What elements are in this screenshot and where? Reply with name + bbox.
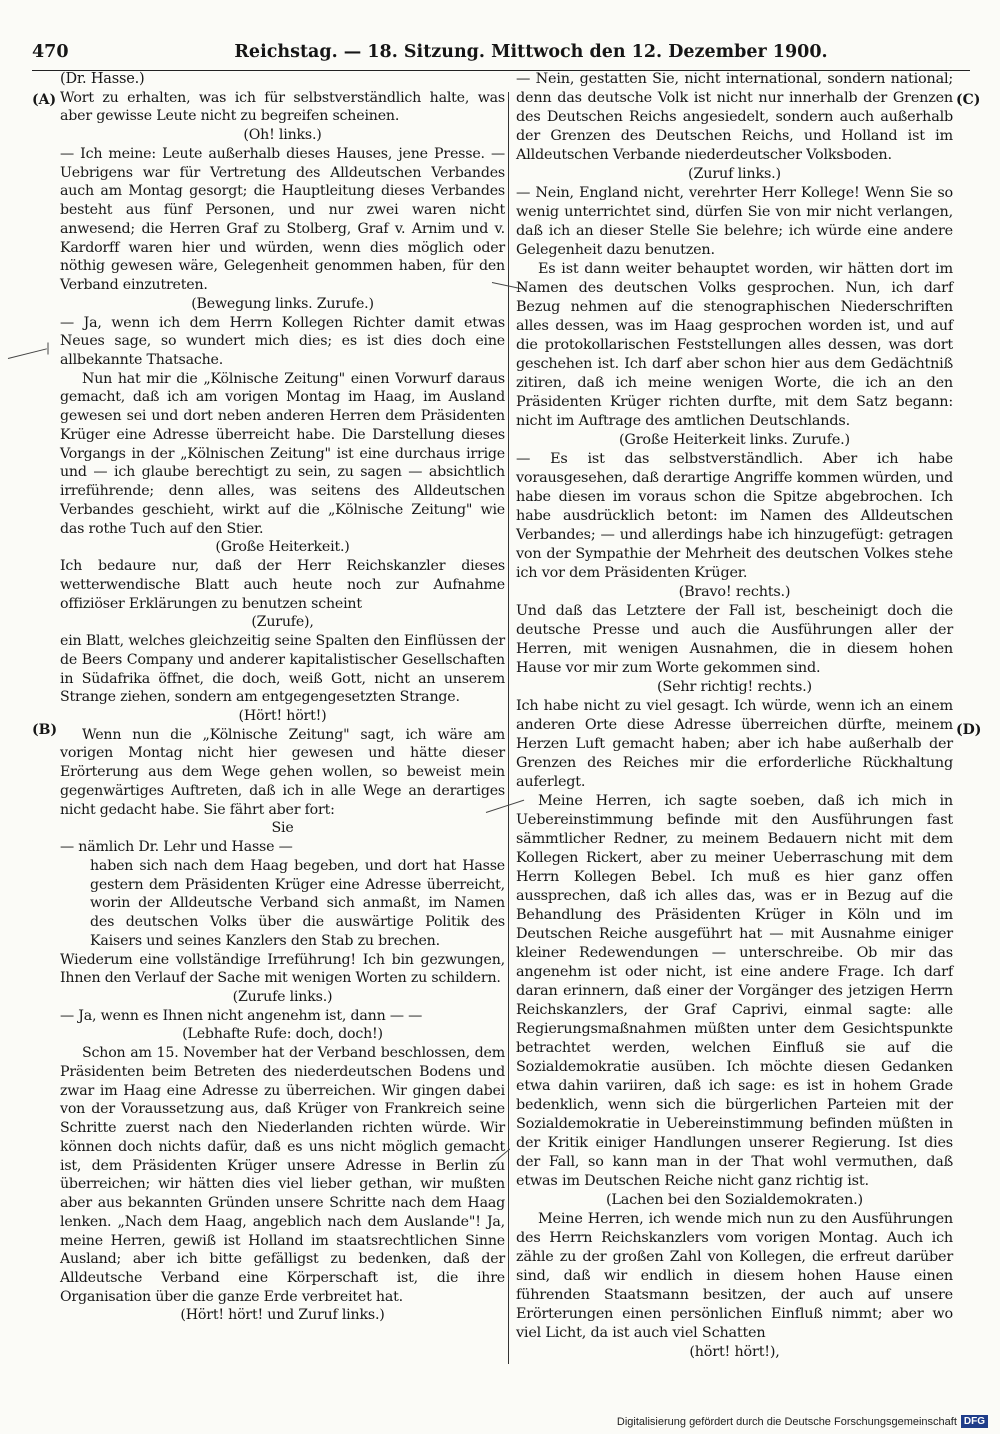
paragraph: — Nein, England nicht, verehrter Herr Kollege! Wenn Sie so wenig unterrichtet sind, dürfen Sie von mir nicht verlangen, daß ich an dieser Stelle Sie belehre; ich würde eine andere Gelegenheit dazu benutzen. bbox=[516, 185, 953, 258]
digitization-credit bbox=[617, 1415, 988, 1428]
running-title: Reichstag. — 18. Sitzung. Mittwoch den 12. Dezember 1900. bbox=[234, 42, 828, 62]
paragraph: Wiederum eine vollständige Irreführung! Ich bin gezwungen, Ihnen den Verlauf der Sache mit wenigen Worten zu schildern. bbox=[60, 951, 505, 987]
margin-mark-c: (C) bbox=[956, 92, 981, 108]
block-quote: haben sich nach dem Haag begeben, und dort hat Hasse gestern dem Präsidenten Krüger eine Adresse überreicht, worin der Alldeutsche Verband sich anmaßt, im Namen des deutschen Volks über die auswärtige Politik des Kaisers und seines Kanzlers den Stab zu brechen. bbox=[90, 857, 505, 949]
interjection: Sie bbox=[271, 820, 294, 837]
page-header bbox=[32, 42, 970, 70]
interjection: (Lachen bei den Sozialdemokraten.) bbox=[606, 1192, 863, 1208]
paragraph: — nämlich Dr. Lehr und Hasse — bbox=[60, 839, 293, 856]
paragraph: Meine Herren, ich sagte soeben, daß ich mich in Uebereinstimmung befinde mit den Ausführungen fast sämmtlicher Redner, zu meinem Bedauern nicht mit dem Kollegen Rickert, aber zu meiner Ueberraschung mit dem Herrn Kollegen Bebel. Ich muß es hier ganz offen aussprechen, daß ich alles das, was er in Bezug auf die Behandlung des Präsidenten Krüger in Köln und im Deutschen Reiche ausgeführt hat — mit Ausnahme einiger kleiner Redewendungen — unterschreibe. Ob mir das angenehm ist oder nicht, ist eine andere Frage. Ich darf daran erinnern, daß einer der Vorgänger des jetzigen Herrn Reichskanzlers, der Graf Caprivi, einmal sagte: alle Regierungsmaßnahmen müßten unter dem Gesichtspunkte betrachtet werden, welchen Einfluß sie auf die Sozialdemokratie ausüben. Ich möchte diesen Gedanken etwa dahin variiren, daß ich sage: es ist in hohem Grade bedenklich, wenn sich die bürgerlichen Parteien mit der Sozialdemokratie in Uebereinstimmung befinden müßten in der Kritik einiger Handlungen unserer Regierung. Ist dies der Fall, so kann man in der That wohl vermuthen, daß etwas im Deutschen Reiche nicht ganz richtig ist. bbox=[516, 793, 953, 1189]
margin-mark-b: (B) bbox=[32, 722, 58, 738]
column-divider bbox=[508, 92, 509, 1364]
interjection: (Sehr richtig! rechts.) bbox=[657, 679, 812, 695]
paragraph: Schon am 15. November hat der Verband beschlossen, dem Präsidenten beim Betreten des niederdeutschen Bodens und zwar im Haag eine Adresse zu überreichen. Wir gingen dabei von der Voraussetzung aus, daß Krüger von Frankreich seine Schritte zuerst nach den Niederlanden richten würde. Wir können doch nichts dafür, daß es uns nicht möglich gemacht ist, dem Präsidenten Krüger unsere Adresse in Berlin zu überreichen; wir hätten dies viel lieber gethan, wir mußten aber aus bekannten Gründen unsere Schritte nach dem Haag lenken. „Nach dem Haag, angeblich nach dem Auslande"! Ja, meine Herren, gewiß ist Holland im staatsrechtlichen Sinne Ausland; aber ich bitte gefälligst zu bedenken, daß der Alldeutsche Verband eine Körperschaft ist, die ihre Organisation über die ganze Erde verbreitet hat. bbox=[60, 1045, 505, 1305]
paragraph: — Es ist das selbstverständlich. Aber ich habe vorausgesehen, daß derartige Angriffe kommen würden, und habe diesen im voraus schon die Spitze abgebrochen. Ich habe ausdrücklich betont: im Namen des Alldeutschen Verbandes; — und allerdings habe ich hinzugefügt: getragen von der Sympathie der Mehrheit des deutschen Volkes stehe ich vor dem Präsidenten Krüger. bbox=[516, 451, 953, 581]
interjection: (Hört! hört!) bbox=[238, 707, 327, 724]
paragraph: ein Blatt, welches gleichzeitig seine Spalten den Einflüssen der de Beers Company und anderer kapitalistischer Gesellschaften in Südafrika öffnet, die doch, weiß Gott, nicht an unserem Strange ziehen, sondern am entgegengesetzten Strange. bbox=[60, 633, 505, 706]
paragraph: Es ist dann weiter behauptet worden, wir hätten dort im Namen des deutschen Volks gesprochen. Nun, ich darf Bezug nehmen auf die stenographischen Niederschriften alles dessen, was im Haag gesprochen worden ist, und auf die protokollarischen Feststellungen alles dessen, was dort geschehen ist. Ich darf aber schon hier aus dem Gedächtniß zitiren, daß ich meine wenigen Worte, die ich an den Präsidenten Krüger richten durfte, mit dem Satz begann: nicht im Auftrage des amtlichen Deutschlands. bbox=[516, 261, 953, 429]
paragraph: — Ja, wenn ich dem Herrn Kollegen Richter damit etwas Neues sage, so wundert mich dies; es ist dies doch eine allbekannte Thatsache. bbox=[60, 314, 505, 369]
paragraph: Wort zu erhalten, was ich für selbstverständlich halte, was aber gewisse Leute nicht zu begreifen scheinen. bbox=[60, 89, 505, 125]
right-column bbox=[516, 70, 953, 1362]
dfg-logo: DFG bbox=[961, 1415, 988, 1428]
interjection: (hört! hört!), bbox=[689, 1344, 780, 1360]
interjection: (Zurufe links.) bbox=[232, 988, 333, 1005]
interjection: (Lebhafte Rufe: doch, doch!) bbox=[182, 1026, 383, 1043]
interjection: (Große Heiterkeit.) bbox=[215, 539, 350, 556]
interjection: (Große Heiterkeit links. Zurufe.) bbox=[619, 432, 850, 448]
page-number: 470 bbox=[32, 42, 69, 62]
handwritten-mark bbox=[8, 348, 47, 359]
paragraph: — Nein, gestatten Sie, nicht international, sondern national; denn das deutsche Volk ist nicht nur innerhalb der Grenzen des Deutschen Reichs angesiedelt, sondern auch außerhalb der Grenzen des Deutschen Reichs, und Holland ist im Alldeutschen Verbande niederdeutscher Volksboden. bbox=[516, 71, 953, 163]
margin-mark-a: (A) bbox=[32, 92, 57, 108]
interjection: (Hört! hört! und Zuruf links.) bbox=[180, 1307, 385, 1324]
paragraph: Meine Herren, ich wende mich nun zu den Ausführungen des Herrn Reichskanzlers vom vorigen Montag. Auch ich zähle zu der großen Zahl von Kollegen, die erfreut darüber sind, daß wir endlich in diesem hohen Hause einen führenden Staatsmann besitzen, der auch auf unsere Erörterungen einen persönlichen Einfluß nimmt; aber wo viel Licht, da ist auch viel Schatten bbox=[516, 1211, 953, 1341]
interjection: (Zuruf links.) bbox=[688, 166, 781, 182]
left-column bbox=[60, 70, 505, 1325]
credit-text: Digitalisierung gefördert durch die Deutsche Forschungsgemeinschaft bbox=[616, 1415, 957, 1428]
paragraph: Nun hat mir die „Kölnische Zeitung" einen Vorwurf daraus gemacht, daß ich am vorigen Montag im Haag, im Ausland gewesen sei und dort neben anderen Herren dem Präsidenten Krüger eine Adresse überreicht habe. Die Darstellung dieses Vorgangs in der „Kölnischen Zeitung" ist eine durchaus irrige und — ich glaube berechtigt zu sein, zu sagen — absichtlich irreführende; denn alles, was seitens des Alldeutschen Verbandes geschieht, wirkt auf die „Kölnische Zeitung" wie das rothe Tuch auf den Stier. bbox=[60, 370, 505, 537]
paragraph: — Ich meine: Leute außerhalb dieses Hauses, jene Presse. — Uebrigens war für Vertretung des Alldeutschen Verbandes auch am Montag gesorgt; die Hauptleitung dieses Verbandes besteht aus fünf Personen, und nur zwei waren nicht anwesend; die Herren Graf zu Stolberg, Graf v. Arnim und v. Kardorff waren hier und würden, wenn dies möglich oder nöthig gewesen wäre, Gelegenheit genommen haben, für den Verband einzutreten. bbox=[60, 145, 505, 294]
interjection: (Zurufe), bbox=[251, 614, 314, 631]
paragraph: — Ja, wenn es Ihnen nicht angenehm ist, dann — — bbox=[60, 1007, 423, 1024]
paragraph: Wenn nun die „Kölnische Zeitung" sagt, ich wäre am vorigen Montag nicht hier gewesen und hätte dieser Erörterung aus dem Wege gehen wollen, so beweist mein gegenwärtiges Auftreten, daß ich in alle Wege an derartiges nicht gedacht habe. Sie fährt aber fort: bbox=[60, 726, 505, 818]
interjection: (Bravo! rechts.) bbox=[678, 584, 791, 600]
interjection: (Oh! links.) bbox=[243, 127, 322, 144]
paragraph: Ich bedaure nur, daß der Herr Reichskanzler dieses wetterwendische Blatt auch heute noch zur Aufnahme offiziöser Erklärungen zu benutzen scheint bbox=[60, 558, 505, 612]
paragraph: Und daß das Letztere der Fall ist, bescheinigt doch die deutsche Presse und auch die Ausführungen aller der Herren, mit wenigen Ausnahmen, die in diesem hohen Hause vor mir zum Worte gekommen sind. bbox=[516, 603, 953, 676]
paragraph: Ich habe nicht zu viel gesagt. Ich würde, wenn ich an einem anderen Orte diese Adresse überreichen dürfte, meinem Herzen Luft gemacht haben; aber ich habe außerhalb der Grenzen des Reiches mir die erforderliche Rückhaltung auferlegt. bbox=[516, 698, 953, 790]
handwritten-mark bbox=[48, 343, 49, 355]
speaker-label: (Dr. Hasse.) bbox=[60, 71, 145, 87]
margin-mark-d: (D) bbox=[956, 722, 982, 738]
interjection: (Bewegung links. Zurufe.) bbox=[191, 295, 374, 312]
